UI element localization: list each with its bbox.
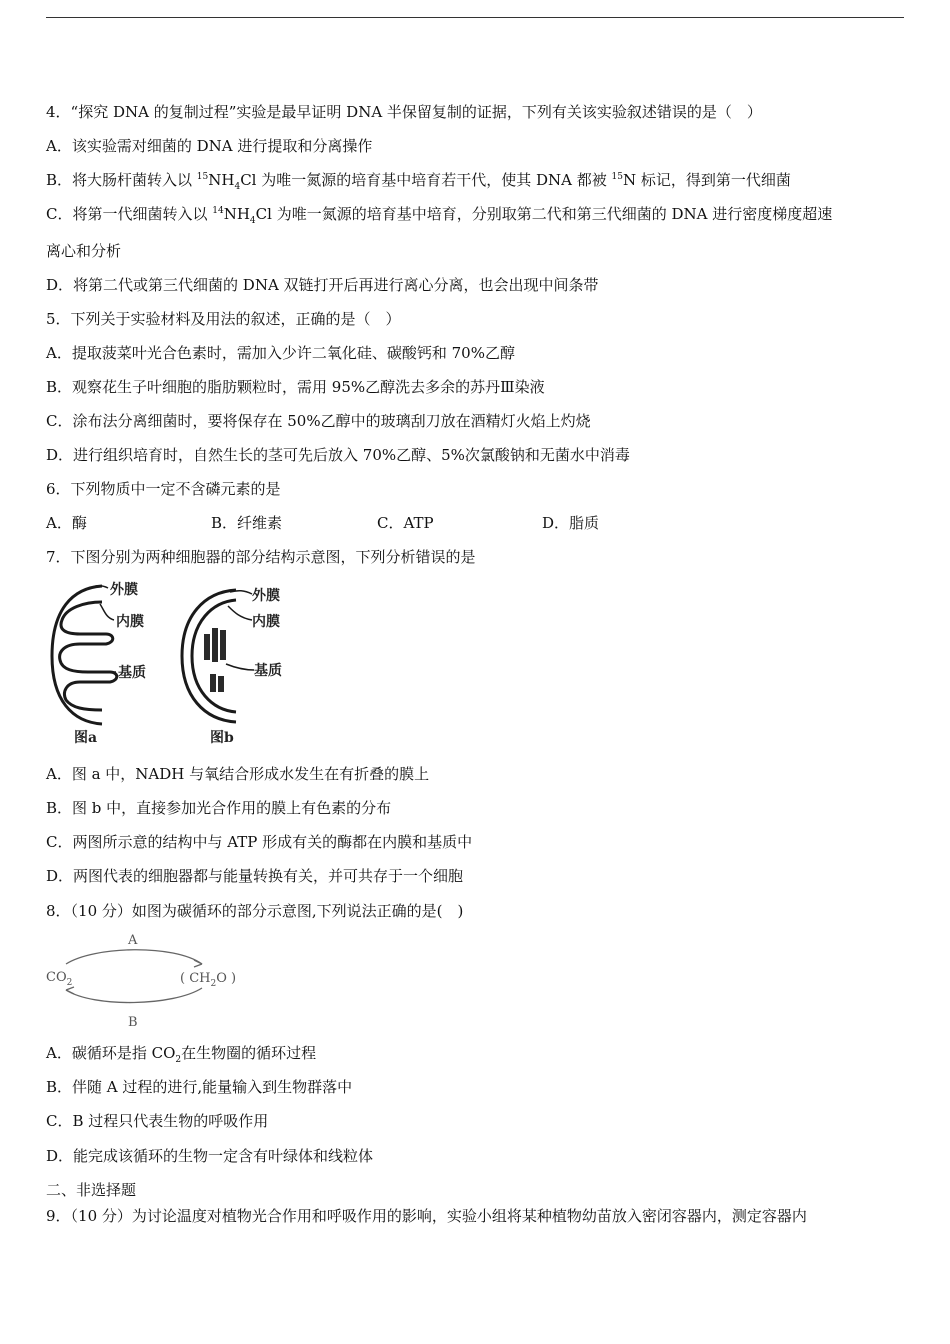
arrow-a-path — [66, 950, 202, 964]
mito-inner-leader — [100, 604, 114, 620]
chloro-matrix-label: 基质 — [254, 663, 282, 679]
q6-option-b: B．纤维素 — [211, 514, 283, 532]
q8-option-b: B．伴随 A 过程的进行,能量输入到生物群落中 — [46, 1078, 353, 1096]
q5-stem: 5．下列关于实验材料及用法的叙述，正确的是（ ） — [46, 310, 401, 328]
q8-carbon-cycle-svg — [44, 930, 254, 1032]
q6-option-a: A．酶 — [46, 514, 87, 532]
q7-organelle-figure — [44, 576, 304, 756]
thylakoid-grana — [204, 634, 210, 660]
chloro-outer-leader — [230, 591, 252, 594]
chloro-matrix-leader — [226, 664, 254, 670]
q4-option-c: C．将第一代细菌转入以 $^{14}NH_4Cl$ 为唯一氮源的培育基中培育，分别取第二代和第三代细菌的 DNA 进行密度梯度超速 — [46, 205, 833, 226]
mito-inner-label: 内膜 — [116, 614, 144, 630]
mito-outer-label: 外膜 — [110, 582, 138, 598]
q7-stem: 7．下图分别为两种细胞器的部分结构示意图，下列分析错误的是 — [46, 548, 476, 566]
q8-option-a: A．碳循环是指 $CO_2$在生物圈的循环过程 — [46, 1044, 317, 1065]
chloro-thylakoid-stacks — [204, 628, 226, 692]
q7-organelle-svg — [44, 576, 304, 752]
mitochondrion-diagram — [52, 586, 117, 724]
mito-matrix-label: 基质 — [118, 665, 146, 681]
q4-option-d: D．将第二代或第三代细菌的 DNA 双链打开后再进行离心分离，也会出现中间条带 — [46, 276, 599, 294]
co2-label: $CO_2$ — [46, 970, 73, 988]
q4-option-c-continued: 离心和分析 — [46, 242, 122, 260]
q7-option-a: A．图 a 中，NADH 与氧结合形成水发生在有折叠的膜上 — [46, 765, 430, 783]
arrow-b-path — [66, 988, 202, 1003]
q6-option-c: C．ATP — [377, 514, 434, 532]
q5-option-b: B．观察花生子叶细胞的脂肪颗粒时，需用 95%乙醇洗去多余的苏丹Ⅲ染液 — [46, 378, 545, 396]
header-rule — [46, 17, 904, 18]
q5-option-d: D．进行组织培育时，自然生长的茎可先后放入 70%乙醇、5%次氯酸钠和无菌水中消毒 — [46, 446, 630, 464]
thylakoid-grana — [212, 628, 218, 662]
q6-option-d: D．脂质 — [542, 514, 600, 532]
q8-stem: 8．（10 分）如图为碳循环的部分示意图,下列说法正确的是( ) — [46, 902, 464, 920]
q6-options — [46, 513, 906, 533]
q4-stem: 4．“探究 DNA 的复制过程”实验是最早证明 DNA 半保留复制的证据，下列有关该实验叙述错误的是（ ） — [46, 103, 762, 121]
q6-stem: 6．下列物质中一定不含磷元素的是 — [46, 480, 281, 498]
ch2o-label: ( $CH_2O$ ) — [180, 971, 237, 989]
q8-option-d: D．能完成该循环的生物一定含有叶绿体和线粒体 — [46, 1147, 374, 1165]
chloro-inner-label: 内膜 — [252, 614, 280, 630]
q7-option-c: C．两图所示意的结构中与 ATP 形成有关的酶都在内膜和基质中 — [46, 833, 473, 851]
chloro-outer-label: 外膜 — [252, 588, 280, 604]
q5-option-c: C．涂布法分离细菌时，要将保存在 50%乙醇中的玻璃刮刀放在酒精灯火焰上灼烧 — [46, 412, 591, 430]
process-b-label: B — [128, 1015, 138, 1030]
q8-carbon-cycle-figure — [44, 930, 254, 1036]
thylakoid-grana — [218, 676, 224, 692]
q8-option-c: C．B 过程只代表生物的呼吸作用 — [46, 1112, 269, 1130]
q4-option-b: B．将大肠杆菌转入以 $^{15}NH_4Cl$ 为唯一氮源的培育基中培育若干代，使其 DNA 都被 $^{15}$N 标记，得到第一代细菌 — [46, 171, 791, 192]
fig-a-caption: 图a — [74, 730, 98, 746]
thylakoid-grana — [210, 674, 216, 692]
thylakoid-grana — [220, 630, 226, 660]
q7-option-b: B．图 b 中，直接参加光合作用的膜上有色素的分布 — [46, 799, 392, 817]
q9-stem: 9．（10 分）为讨论温度对植物光合作用和呼吸作用的影响，实验小组将某种植物幼苗放入密闭容器内，测定容器内 — [46, 1207, 807, 1225]
chloro-inner-leader — [228, 606, 252, 620]
process-a-label: A — [128, 933, 138, 948]
section-heading: 二、非选择题 — [46, 1181, 137, 1199]
q7-option-d: D．两图代表的细胞器都与能量转换有关，并可共存于一个细胞 — [46, 867, 464, 885]
q5-option-a: A．提取菠菜叶光合色素时，需加入少许二氧化硅、碳酸钙和 70%乙醇 — [46, 344, 515, 362]
q4-option-a: A．该实验需对细菌的 DNA 进行提取和分离操作 — [46, 137, 373, 155]
fig-b-caption: 图b — [210, 730, 234, 746]
mito-inner-membrane — [60, 602, 117, 710]
